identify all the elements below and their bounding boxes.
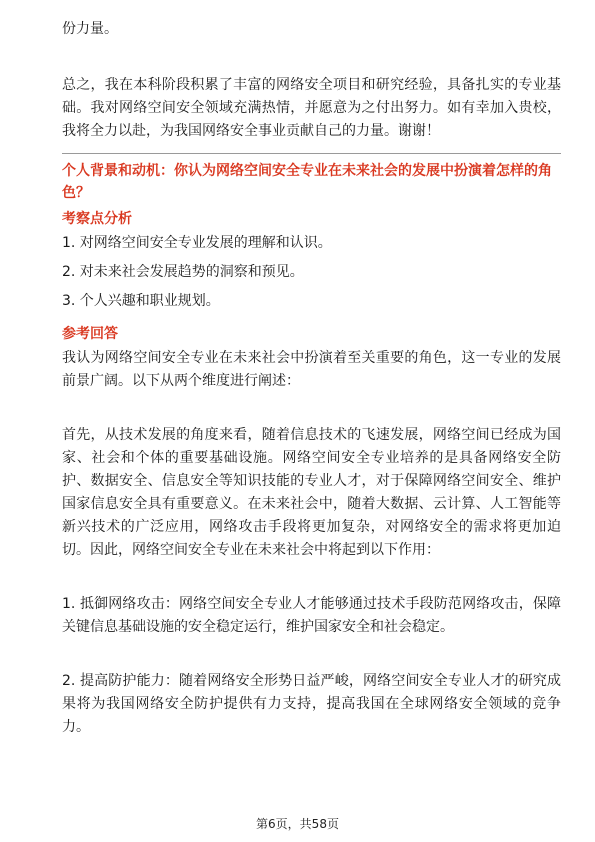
answer-heading: 参考回答 [62, 326, 118, 342]
spacer [62, 393, 561, 416]
spacer [62, 639, 561, 662]
spacer [62, 41, 561, 64]
page-number-footer: 第6页，共58页 [256, 817, 339, 831]
answer-intro: 我认为网络空间安全专业在未来社会中扮演着至关重要的角色，这一专业的发展前景广阔。以下从两个维度进行阐述： [62, 350, 561, 389]
analysis-item-3: 3. 个人兴趣和职业规划。 [62, 293, 220, 309]
answer-body: 首先，从技术发展的角度来看，随着信息技术的飞速发展，网络空间已经成为国家、社会和个体的重要基础设施。网络空间安全专业培养的是具备网络安全防护、数据安全、信息安全等知识技能的专业人才，对于保障网络空间安全、维护国家信息安全具有重要意义。在未来社会中，随着大数据、云计算、人工智能等新兴技术的广泛应用，网络攻击手段将更加复杂，对网络安全的需求将更加迫切。因此，网络空间安全专业在未来社会中将起到以下作用： [62, 427, 561, 558]
previous-paragraph-tail: 份力量。 [62, 21, 118, 37]
page-content [62, 18, 561, 739]
interview-question: 个人背景和动机：你认为网络空间安全专业在未来社会的发展中扮演着怎样的角色？ [62, 163, 552, 201]
spacer [62, 562, 561, 585]
conclusion-paragraph: 总之，我在本科阶段积累了丰富的网络安全项目和研究经验，具备扎实的专业基础。我对网络空间安全领域充满热情，并愿意为之付出努力。如有幸加入贵校，我将全力以赴，为我国网络安全事业贡献自己的力量。谢谢！ [62, 77, 561, 139]
section-divider [62, 153, 561, 154]
analysis-item-1: 1. 对网络空间安全专业发展的理解和认识。 [62, 235, 332, 251]
analysis-item-2: 2. 对未来社会发展趋势的洞察和预见。 [62, 264, 304, 280]
analysis-heading: 考察点分析 [62, 211, 132, 227]
answer-point-1: 1. 抵御网络攻击：网络空间安全专业人才能够通过技术手段防范网络攻击，保障关键信息基础设施的安全稳定运行，维护国家安全和社会稳定。 [62, 596, 561, 635]
answer-point-2: 2. 提高防护能力：随着网络安全形势日益严峻，网络空间安全专业人才的研究成果将为我国网络安全防护提供有力支持，提高我国在全球网络安全领域的竞争力。 [62, 673, 561, 735]
